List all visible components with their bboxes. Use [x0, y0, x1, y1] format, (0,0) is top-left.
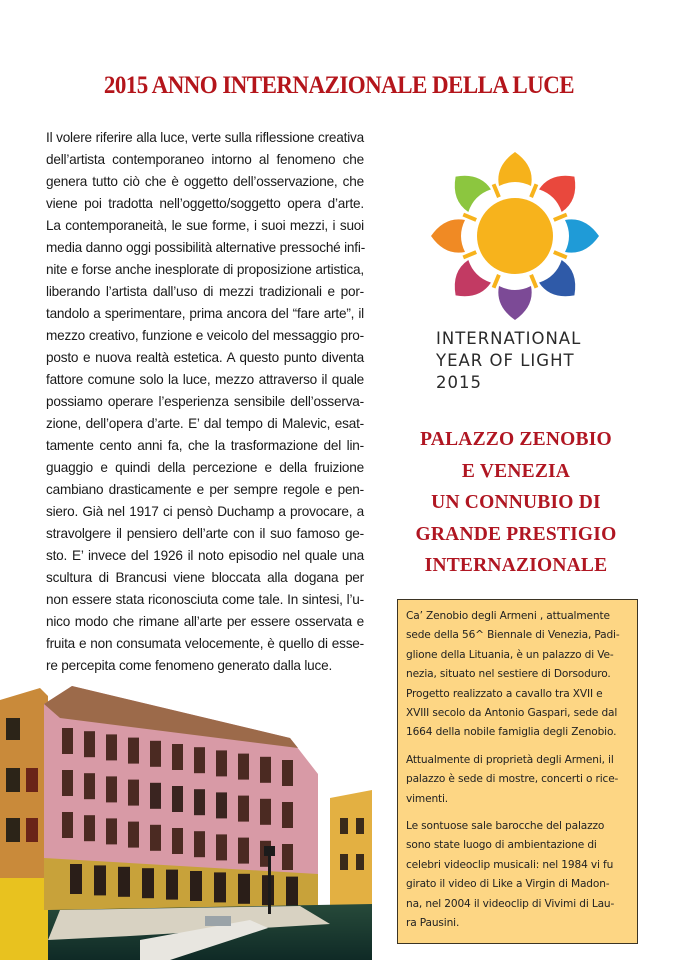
info-line: sono state luogo di ambientazione di	[406, 839, 597, 852]
body-line: non essere stata riconosciuta come tale. In sintesi, l’u-	[46, 592, 364, 607]
palazzo-door	[286, 877, 298, 907]
palazzo-door	[214, 872, 226, 902]
palazzo-window	[238, 838, 249, 864]
palazzo-door	[166, 870, 178, 900]
palazzo-window	[282, 802, 293, 828]
info-line: 1664 della nobile famiglia degli Zenobio.	[406, 726, 617, 739]
body-line: scultura di Brancusi viene bloccata alla dogana per	[46, 570, 364, 585]
palazzo-window	[128, 822, 139, 848]
heading-line: PALAZZO ZENOBIO	[420, 429, 612, 450]
palazzo-door	[70, 864, 82, 894]
info-paragraph-3	[406, 817, 631, 933]
info-line: sede della 56^ Biennale di Venezia, Padi-	[406, 629, 620, 642]
palazzo-window	[106, 818, 117, 844]
palazzo-window	[216, 750, 227, 776]
body-line: sto. E’ invece del 1926 il noto episodio nel quale una	[46, 548, 364, 563]
logo-wordmark	[436, 328, 636, 394]
body-line: tandolo a sperimentare, prima ancora del “fare arte”, il	[46, 306, 364, 321]
heading-line: GRANDE PRESTIGIO	[415, 523, 617, 545]
heading-line: UN CONNUBIO DI	[431, 492, 601, 513]
info-paragraph-2	[406, 751, 631, 809]
palazzo-window	[150, 741, 161, 767]
palazzo-window	[62, 728, 73, 754]
palazzo-window	[260, 799, 271, 825]
palazzo-window	[84, 773, 95, 799]
palazzo-heading	[386, 424, 646, 582]
palazzo-window	[84, 731, 95, 757]
body-line: viene poi tradotta nell’oggetto/soggetto opera d’arte.	[46, 196, 364, 211]
logo-petal	[498, 152, 531, 186]
palazzo-window	[260, 757, 271, 783]
body-line: cambiano drasticamente e per sempre regole e pen-	[46, 482, 364, 497]
sun-center	[477, 198, 553, 274]
palazzo-window	[150, 825, 161, 851]
logo-line-1: INTERNATIONAL	[436, 329, 582, 348]
body-line: La contemporaneità, le sue forme, i suoi mezzi, i suoi	[46, 218, 364, 233]
palazzo-window	[282, 844, 293, 870]
body-line: mezzo creativo, funzione e veicolo del messaggio pro-	[46, 328, 364, 343]
body-line: posto e nuova realtà estetica. A questo punto diventa	[46, 350, 364, 365]
palazzo-window	[194, 789, 205, 815]
info-line: XVIII secolo da Antonio Gaspari, sede dal	[406, 707, 618, 720]
palazzo-window	[282, 760, 293, 786]
palazzo-window	[238, 796, 249, 822]
palazzo-window	[150, 783, 161, 809]
body-line: fruita e non consumata velocemente, è quello di esse-	[46, 636, 364, 651]
info-line: Le sontuose sale barocche del palazzo	[406, 820, 605, 833]
logo-petal	[444, 260, 492, 308]
palazzo-window	[62, 812, 73, 838]
palazzo-window	[128, 738, 139, 764]
body-line: nico modo che rimane all’arte per essere osservata e	[46, 614, 364, 629]
logo-line-3: 2015	[436, 373, 482, 392]
info-line: ra Pausini.	[406, 917, 460, 930]
palazzo-window	[106, 776, 117, 802]
palazzo-window	[172, 744, 183, 770]
body-line: stravolgere il pensiero dell’arte con il suo famoso ge-	[46, 526, 364, 541]
body-line: nite e forse anche inesplorate di proposizione artistica,	[46, 262, 364, 277]
palazzo-window	[172, 828, 183, 854]
palazzo-window	[106, 734, 117, 760]
logo-line-2: YEAR OF LIGHT	[436, 351, 575, 370]
logo-petal	[498, 286, 531, 320]
body-line: media danno oggi possibilità alternative pressoché infi-	[46, 240, 366, 255]
heading-line: E VENEZIA	[461, 460, 571, 482]
body-line: re percepita come fenomeno generato dalla luce.	[46, 658, 333, 673]
body-line: tamente cento anni fa, che la trasformazione del lin-	[46, 438, 364, 453]
palazzo-door	[142, 868, 154, 898]
body-line: fattore comune solo la luce, mezzo attraverso il quale	[46, 372, 364, 387]
info-line: Progetto realizzato a cavallo tra XVII e	[406, 687, 603, 700]
palazzo-window	[194, 831, 205, 857]
palazzo-window	[216, 834, 227, 860]
palazzo-window	[194, 747, 205, 773]
body-line: zione, dell’opera d’arte. E’ dal tempo di Malevic, esat-	[46, 416, 364, 431]
info-line: na, nel 2004 il videoclip di Vivimi di Lau-	[406, 897, 615, 910]
logo-petal	[444, 165, 492, 213]
body-line: possiamo operare l’esperienza sensibile dell’osserva-	[46, 394, 364, 409]
palazzo-zenobio-photo	[0, 678, 372, 960]
info-line: celebri videoclip musicali: nel 1984 vi fu	[406, 858, 614, 871]
body-line: guaggio e quindi della percezione e della fruizione	[46, 460, 364, 475]
info-line: Attualmente di proprietà degli Armeni, il	[406, 753, 614, 766]
info-line: Ca’ Zenobio degli Armeni , attualmente	[406, 610, 610, 622]
palazzo-window	[216, 792, 227, 818]
logo-petal	[539, 260, 587, 308]
logo-petal	[565, 219, 599, 252]
info-line: glione della Lituania, è un palazzo di Ve-	[406, 648, 614, 661]
palazzo-window	[128, 780, 139, 806]
info-line: palazzo è sede di mostre, concerti o rice-	[406, 773, 619, 786]
palazzo-door	[118, 867, 130, 897]
palazzo-window	[172, 786, 183, 812]
palazzo-door	[94, 865, 106, 895]
info-line: girato il video di Like a Virgin di Madon-	[406, 878, 610, 891]
body-line: siero. Già nel 1917 ci pensò Duchamp a provocare, a	[46, 504, 364, 519]
info-paragraph-1	[406, 607, 631, 743]
international-year-of-light-logo	[420, 152, 610, 320]
palazzo-window	[84, 815, 95, 841]
article-body	[46, 127, 364, 677]
palazzo-door	[190, 871, 202, 901]
heading-line: INTERNAZIONALE	[424, 555, 608, 576]
palazzo-window	[62, 770, 73, 796]
page-title: 2015 ANNO INTERNAZIONALE DELLA LUCE	[103, 72, 575, 99]
body-line: liberando l’artista dall’uso di mezzi tradizionali e por-	[46, 284, 364, 299]
palazzo-door	[238, 874, 250, 904]
info-box	[397, 599, 638, 944]
info-line: nezia, situato nel sestiere di Dorsoduro.	[406, 668, 611, 681]
logo-petal	[431, 219, 465, 252]
body-line: genera tutto ciò che è oggetto dell’osservazione, che	[46, 174, 364, 189]
body-line: dell’artista contemporaneo intorno al fenomeno che	[46, 152, 364, 167]
palazzo-window	[238, 754, 249, 780]
logo-petal	[539, 165, 587, 213]
info-line: vimenti.	[406, 792, 449, 805]
body-line: Il volere riferire alla luce, verte sulla riflessione creativa	[46, 130, 364, 145]
